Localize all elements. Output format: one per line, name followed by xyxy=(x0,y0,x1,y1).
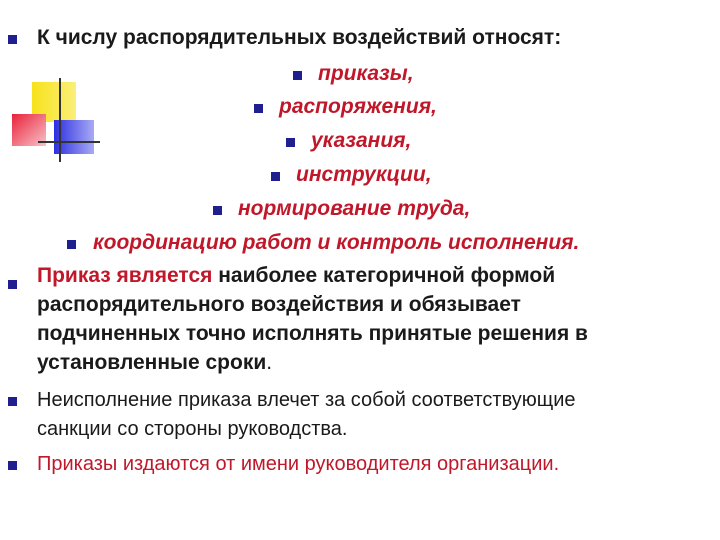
sub-item-3: указания, xyxy=(311,129,412,152)
para2-line1-rest: наиболее категоричной формой xyxy=(212,264,556,287)
para2-line1 xyxy=(37,264,555,288)
bullet-icon xyxy=(8,461,17,470)
para2-red-text: Приказ является xyxy=(37,264,213,287)
bullet-icon xyxy=(254,104,263,113)
para2-line4-text: установленные сроки xyxy=(37,351,267,374)
para3-line2: санкции со стороны руководства. xyxy=(37,418,348,440)
decorative-logo xyxy=(10,78,100,166)
bullet-icon xyxy=(286,138,295,147)
para2-line3: подчиненных точно исполнять принятые решения в xyxy=(37,322,588,345)
para2-line4 xyxy=(37,351,272,375)
sub-item-2: распоряжения, xyxy=(279,95,437,118)
bullet-icon xyxy=(8,35,17,44)
bullet-icon xyxy=(8,280,17,289)
para2-end-dot: . xyxy=(266,351,273,374)
bullet-icon xyxy=(213,206,222,215)
bullet-icon xyxy=(8,397,17,406)
sub-item-1: приказы, xyxy=(318,62,414,85)
bullet-icon xyxy=(67,240,76,249)
sub-item-4: инструкции, xyxy=(296,163,432,186)
para3-line1: Неисполнение приказа влечет за собой соответствующие xyxy=(37,389,576,411)
bullet-icon xyxy=(293,71,302,80)
sub-item-5: нормирование труда, xyxy=(238,197,471,220)
bullet-icon xyxy=(271,172,280,181)
para2-line2: распорядительного воздействия и обязывает xyxy=(37,293,521,316)
decorative-logo-graphic xyxy=(10,78,100,166)
para4-text: Приказы издаются от имени руководителя организации. xyxy=(37,453,560,475)
intro-heading: К числу распорядительных воздействий относят: xyxy=(37,26,562,49)
sub-item-6: координацию работ и контроль исполнения. xyxy=(93,231,580,254)
